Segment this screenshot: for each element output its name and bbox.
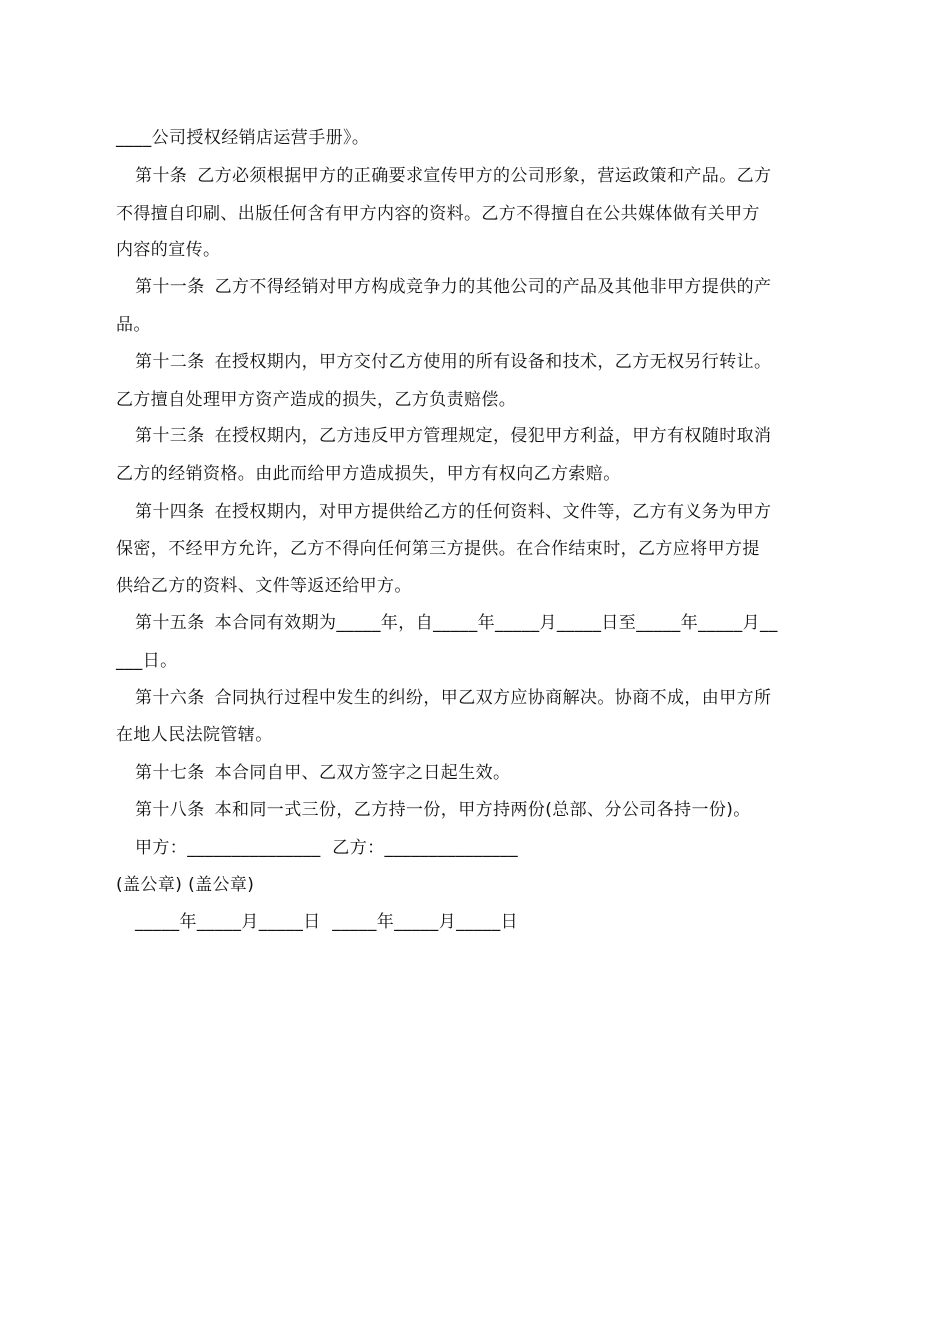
article-heading: 第十四条 [135,502,205,522]
article-text: 本合同自甲、乙双方签字之日起生效。 [214,763,511,783]
text-line: ____公司授权经销店运营手册》。 [116,128,370,148]
text-line: 在地人民法院管辖。 [116,725,273,745]
text-line: 乙方擅自处理甲方资产造成的损失，乙方负责赔偿。 [116,390,517,410]
text-line: 保密，不经甲方允许，乙方不得向任何第三方提供。在合作结束时，乙方应将甲方提 [116,539,760,559]
text-line: 乙方的经销资格。由此而给甲方造成损失，甲方有权向乙方索赔。 [116,464,621,484]
text-line: ___日。 [116,651,178,671]
text-line: 供给乙方的资料、文件等返还给甲方。 [116,576,412,596]
signature-line: 甲方：_______________ 乙方：_______________ [135,838,519,858]
article-16 [135,687,771,709]
date-line: _____年_____月_____日 _____年_____月_____日 [135,912,519,932]
article-11 [135,276,771,298]
article-heading: 第十五条 [135,613,205,633]
article-heading: 第十条 [135,166,188,186]
article-heading: 第十六条 [135,688,205,708]
article-text: 合同执行过程中发生的纠纷，甲乙双方应协商解决。协商不成，由甲方所 [214,688,772,708]
seal-line: (盖公章) (盖公章) [116,875,255,895]
text-line: 品。 [116,315,151,335]
article-heading: 第十一条 [135,277,205,297]
article-text: 乙方不得经销对甲方构成竞争力的其他公司的产品及其他非甲方提供的产 [214,277,772,297]
article-text: 在授权期内，甲方交付乙方使用的所有设备和技术，乙方无权另行转让。 [214,352,772,372]
article-heading: 第十三条 [135,426,205,446]
text-line: 内容的宣传。 [116,240,221,260]
article-10 [135,165,771,187]
text-line: 不得擅自印刷、出版任何含有甲方内容的资料。乙方不得擅自在公共媒体做有关甲方 [116,204,760,224]
article-17 [135,762,510,784]
article-heading: 第十二条 [135,352,205,372]
article-text: 在授权期内，对甲方提供给乙方的任何资料、文件等，乙方有义务为甲方 [214,502,772,522]
article-14 [135,501,771,523]
article-18 [135,799,751,821]
article-13 [135,425,771,447]
article-text: 本和同一式三份，乙方持一份，甲方持两份(总部、分公司各持一份)。 [214,800,751,820]
article-text: 乙方必须根据甲方的正确要求宣传甲方的公司形象，营运政策和产品。乙方 [197,166,772,186]
article-12 [135,351,771,373]
article-text: 本合同有效期为_____年，自_____年_____月_____日至_____年_____月__ [214,613,778,633]
article-15 [135,612,778,634]
article-heading: 第十八条 [135,800,205,820]
article-heading: 第十七条 [135,763,205,783]
article-text: 在授权期内，乙方违反甲方管理规定，侵犯甲方利益，甲方有权随时取消 [214,426,772,446]
